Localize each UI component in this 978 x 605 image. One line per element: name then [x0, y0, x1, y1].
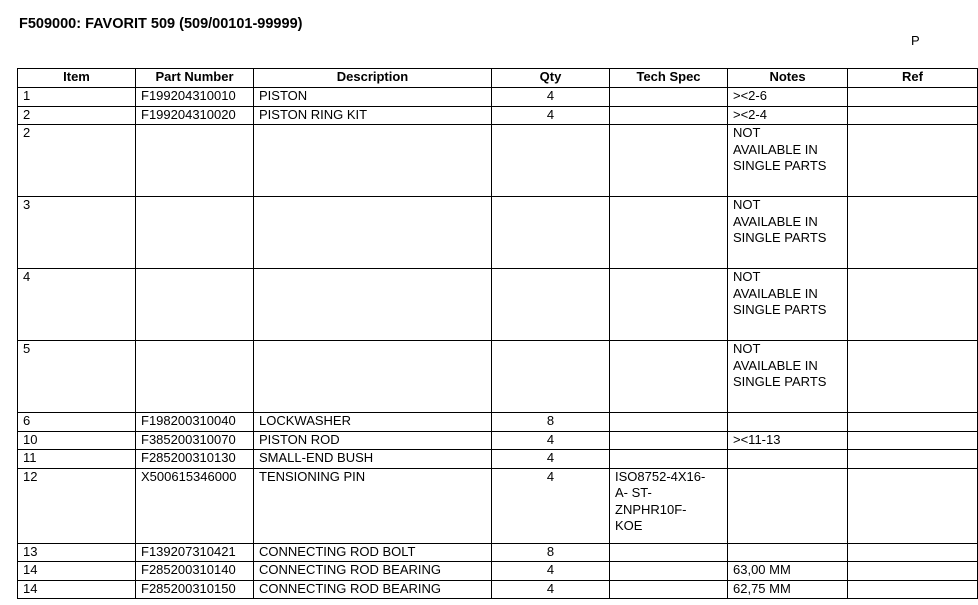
cell-qty-text: 4 — [546, 88, 555, 103]
cell-part-number-text: F198200310040 — [141, 413, 236, 428]
cell-tech-spec — [610, 341, 728, 413]
cell-notes — [728, 106, 848, 125]
cell-item — [18, 413, 136, 432]
cell-description — [254, 543, 492, 562]
cell-tech-spec — [610, 269, 728, 341]
cell-notes — [728, 341, 848, 413]
cell-notes — [728, 450, 848, 469]
page-marker: P — [911, 33, 920, 48]
cell-part-number-text: X500615346000 — [141, 468, 237, 484]
cell-tech-spec — [610, 197, 728, 269]
cell-qty-text: 4 — [546, 431, 555, 447]
cell-item-text: 6 — [23, 413, 31, 428]
cell-qty-text: 8 — [546, 543, 555, 559]
cell-part-number-text: F199204310010 — [141, 88, 236, 103]
cell-ref — [848, 413, 978, 432]
cell-item — [18, 450, 136, 469]
cell-notes-text: ><2-6 — [733, 88, 767, 103]
cell-tech-spec — [610, 413, 728, 432]
table-row — [18, 269, 978, 341]
cell-ref — [848, 88, 978, 107]
cell-notes — [728, 125, 848, 197]
cell-item — [18, 269, 136, 341]
cell-notes — [728, 562, 848, 581]
cell-description-text: PISTON ROD — [259, 431, 340, 447]
cell-notes — [728, 197, 848, 269]
cell-tech-spec — [610, 125, 728, 197]
cell-notes-text: NOT AVAILABLE IN SINGLE PARTS — [733, 197, 827, 245]
cell-notes — [728, 580, 848, 599]
cell-part-number — [136, 562, 254, 581]
cell-ref — [848, 450, 978, 469]
cell-qty — [492, 431, 610, 450]
cell-part-number — [136, 413, 254, 432]
table-header-row — [18, 69, 978, 88]
table-row — [18, 543, 978, 562]
cell-item — [18, 197, 136, 269]
cell-item — [18, 562, 136, 581]
cell-qty — [492, 468, 610, 543]
cell-item — [18, 580, 136, 599]
cell-item-text: 10 — [23, 431, 38, 447]
cell-description — [254, 413, 492, 432]
cell-notes-text: NOT AVAILABLE IN SINGLE PARTS — [733, 125, 827, 173]
cell-part-number — [136, 580, 254, 599]
cell-item-text: 4 — [23, 269, 31, 284]
cell-notes-text: ><2-4 — [733, 106, 767, 122]
parts-table-body — [18, 88, 978, 599]
cell-notes — [728, 269, 848, 341]
cell-description — [254, 269, 492, 341]
cell-part-number — [136, 125, 254, 197]
cell-part-number — [136, 450, 254, 469]
cell-item-text: 12 — [23, 468, 38, 484]
cell-part-number — [136, 468, 254, 543]
cell-ref — [848, 543, 978, 562]
cell-qty — [492, 450, 610, 469]
cell-qty — [492, 197, 610, 269]
cell-qty — [492, 269, 610, 341]
cell-description — [254, 341, 492, 413]
cell-part-number-text: F285200310140 — [141, 562, 236, 577]
cell-ref — [848, 197, 978, 269]
cell-description-text: TENSIONING PIN — [259, 468, 366, 484]
cell-ref — [848, 431, 978, 450]
cell-description-text: LOCKWASHER — [259, 413, 351, 428]
cell-description-text: SMALL-END BUSH — [259, 450, 374, 465]
table-row — [18, 580, 978, 599]
cell-tech-spec — [610, 562, 728, 581]
cell-part-number — [136, 106, 254, 125]
cell-notes — [728, 468, 848, 543]
cell-item — [18, 88, 136, 107]
cell-item — [18, 468, 136, 543]
cell-item — [18, 431, 136, 450]
cell-notes-text: 62,75 MM — [733, 580, 791, 596]
cell-qty — [492, 341, 610, 413]
parts-table — [17, 68, 978, 599]
table-row — [18, 413, 978, 432]
header-qty: Qty — [492, 69, 610, 88]
cell-tech-spec — [610, 88, 728, 107]
document-title: F509000: FAVORIT 509 (509/00101-99999) — [19, 16, 303, 32]
cell-item-text: 11 — [23, 450, 37, 465]
cell-qty-text: 4 — [546, 580, 555, 596]
table-row — [18, 468, 978, 543]
table-row — [18, 450, 978, 469]
cell-item — [18, 125, 136, 197]
cell-part-number-text: F385200310070 — [141, 431, 236, 447]
cell-notes-text: 63,00 MM — [733, 562, 791, 577]
cell-part-number — [136, 543, 254, 562]
cell-qty — [492, 106, 610, 125]
cell-tech-spec — [610, 106, 728, 125]
cell-qty-text: 4 — [546, 106, 555, 122]
cell-item-text: 14 — [23, 562, 38, 577]
cell-description — [254, 431, 492, 450]
cell-part-number-text: F139207310421 — [141, 543, 236, 559]
cell-part-number — [136, 431, 254, 450]
cell-ref — [848, 580, 978, 599]
header-ref: Ref — [848, 69, 978, 88]
cell-item-text: 1 — [23, 88, 31, 103]
cell-qty — [492, 413, 610, 432]
cell-tech-spec — [610, 468, 728, 543]
cell-part-number — [136, 341, 254, 413]
cell-notes — [728, 413, 848, 432]
table-row — [18, 125, 978, 197]
cell-notes-text: NOT AVAILABLE IN SINGLE PARTS — [733, 341, 827, 389]
cell-part-number — [136, 88, 254, 107]
header-part-number: Part Number — [136, 69, 254, 88]
cell-part-number-text: F285200310130 — [141, 450, 236, 465]
cell-description — [254, 125, 492, 197]
cell-description-text: CONNECTING ROD BEARING — [259, 580, 442, 596]
cell-part-number-text: F199204310020 — [141, 106, 236, 122]
cell-item-text: 5 — [23, 341, 31, 356]
cell-item-text: 13 — [23, 543, 38, 559]
cell-description — [254, 88, 492, 107]
cell-tech-spec — [610, 450, 728, 469]
cell-qty — [492, 562, 610, 581]
table-row — [18, 431, 978, 450]
table-row — [18, 106, 978, 125]
cell-item-text: 2 — [23, 106, 31, 122]
cell-ref — [848, 562, 978, 581]
cell-description-text: CONNECTING ROD BEARING — [259, 562, 442, 577]
cell-qty — [492, 543, 610, 562]
header-description: Description — [254, 69, 492, 88]
cell-part-number — [136, 269, 254, 341]
table-row — [18, 88, 978, 107]
cell-description — [254, 562, 492, 581]
cell-description-text: PISTON — [259, 88, 308, 103]
cell-qty — [492, 125, 610, 197]
header-notes: Notes — [728, 69, 848, 88]
cell-item — [18, 543, 136, 562]
cell-qty-text: 8 — [546, 413, 555, 428]
table-row — [18, 197, 978, 269]
table-row — [18, 562, 978, 581]
cell-tech-spec — [610, 580, 728, 599]
cell-qty-text: 4 — [546, 562, 555, 577]
cell-part-number-text: F285200310150 — [141, 580, 236, 596]
cell-notes — [728, 88, 848, 107]
cell-item — [18, 106, 136, 125]
cell-description — [254, 580, 492, 599]
cell-qty — [492, 580, 610, 599]
cell-ref — [848, 341, 978, 413]
cell-description — [254, 450, 492, 469]
cell-tech-spec-text: ISO8752-4X16- A- ST- ZNPHR10F- KOE — [615, 468, 706, 533]
cell-qty-text: 4 — [546, 468, 555, 484]
header-tech-spec: Tech Spec — [610, 69, 728, 88]
cell-description — [254, 468, 492, 543]
cell-item — [18, 341, 136, 413]
cell-qty — [492, 88, 610, 107]
cell-notes-text: ><11-13 — [733, 431, 781, 447]
cell-tech-spec — [610, 431, 728, 450]
cell-ref — [848, 106, 978, 125]
cell-description-text: PISTON RING KIT — [259, 106, 368, 122]
cell-ref — [848, 125, 978, 197]
cell-qty-text: 4 — [546, 450, 555, 465]
cell-item-text: 2 — [23, 125, 31, 140]
cell-tech-spec — [610, 543, 728, 562]
cell-description — [254, 106, 492, 125]
cell-ref — [848, 468, 978, 543]
cell-description-text: CONNECTING ROD BOLT — [259, 543, 416, 559]
cell-description — [254, 197, 492, 269]
cell-item-text: 14 — [23, 580, 38, 596]
table-row — [18, 341, 978, 413]
cell-notes — [728, 543, 848, 562]
cell-notes-text: NOT AVAILABLE IN SINGLE PARTS — [733, 269, 827, 317]
cell-item-text: 3 — [23, 197, 31, 212]
header-item: Item — [18, 69, 136, 88]
cell-notes — [728, 431, 848, 450]
cell-ref — [848, 269, 978, 341]
cell-part-number — [136, 197, 254, 269]
